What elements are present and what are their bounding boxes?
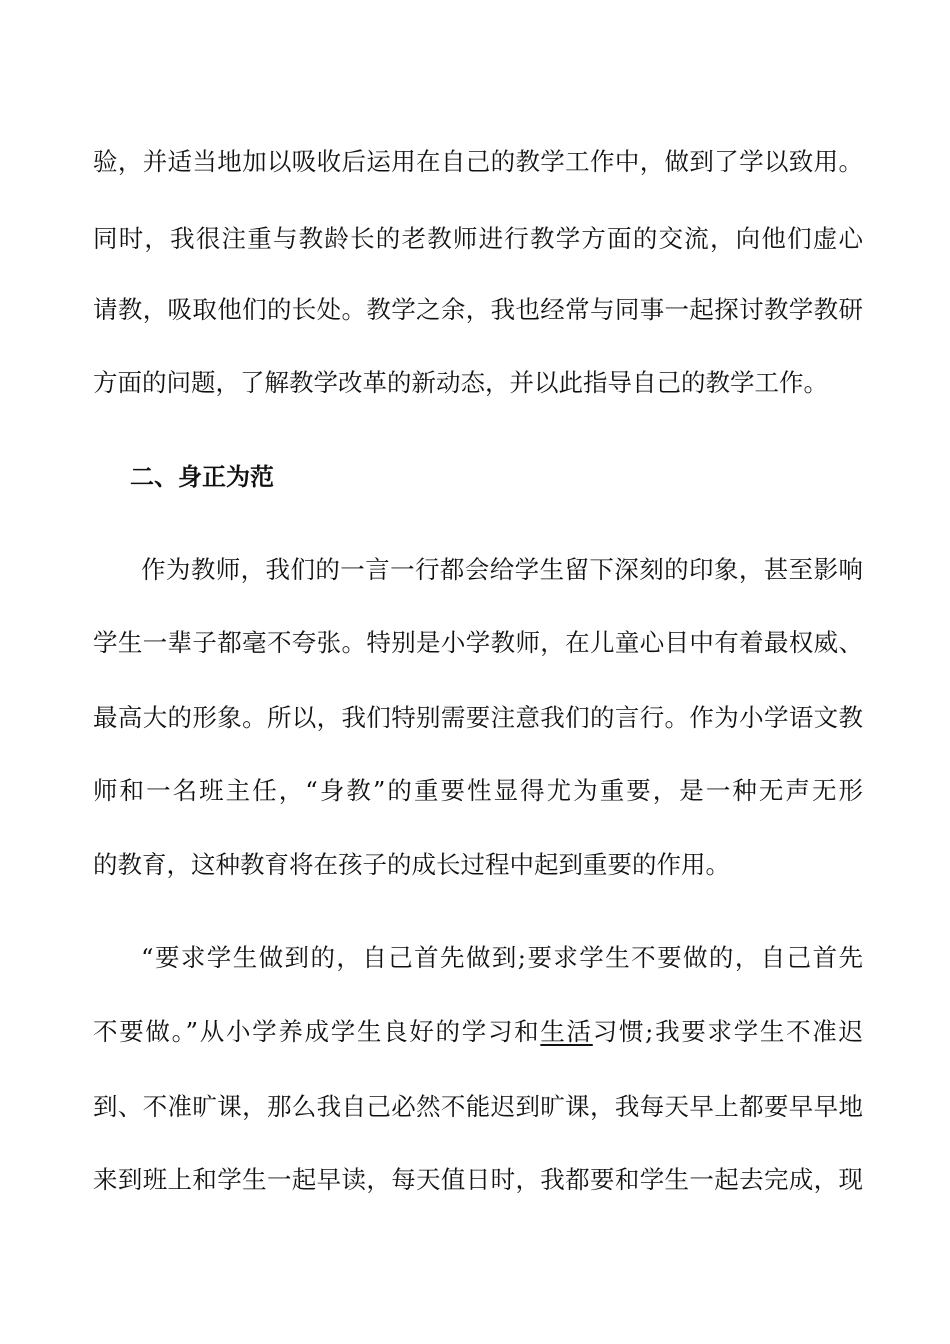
paragraph-3-line-3: 到、不准旷课，那么我自己必然不能迟到旷课，我每天早上都要早早地 xyxy=(93,1092,863,1121)
underlined-word: 生活 xyxy=(540,1017,593,1046)
paragraph-2-line-4: 师和一名班主任，“身教”的重要性显得尤为重要，是一种无声无形 xyxy=(93,776,863,805)
paragraph-3-line-2-part-a: 不要做。”从小学养成学生良好的学习和 xyxy=(93,1017,541,1046)
paragraph-1-line-2: 同时，我很注重与教龄长的老教师进行教学方面的交流，向他们虚心 xyxy=(93,224,863,253)
paragraph-3-line-2-part-b: 习惯;我要求学生不准迟 xyxy=(592,1017,864,1046)
paragraph-3-line-1: “要求学生做到的，自己首先做到;要求学生不要做的，自己首先 xyxy=(141,943,863,972)
paragraph-1-line-1: 验，并适当地加以吸收后运用在自己的教学工作中，做到了学以致用。 xyxy=(93,147,863,176)
paragraph-2-line-1: 作为教师，我们的一言一行都会给学生留下深刻的印象，甚至影响 xyxy=(141,555,863,584)
paragraph-1-line-3: 请教，吸取他们的长处。教学之余，我也经常与同事一起探讨教学教研 xyxy=(93,295,863,324)
paragraph-1-line-4: 方面的问题，了解教学改革的新动态，并以此指导自己的教学工作。 xyxy=(93,368,828,397)
paragraph-3-line-4: 来到班上和学生一起早读，每天值日时，我都要和学生一起去完成，现 xyxy=(93,1165,863,1194)
paragraph-2-line-2: 学生一辈子都毫不夸张。特别是小学教师，在儿童心目中有着最权威、 xyxy=(93,628,863,657)
paragraph-3-line-2 xyxy=(93,1017,863,1047)
paragraph-2-line-3: 最高大的形象。所以，我们特别需要注意我们的言行。作为小学语文教 xyxy=(93,703,863,732)
section-heading: 二、身正为范 xyxy=(130,463,274,491)
paragraph-2-line-5: 的教育，这种教育将在孩子的成长过程中起到重要的作用。 xyxy=(93,850,730,879)
